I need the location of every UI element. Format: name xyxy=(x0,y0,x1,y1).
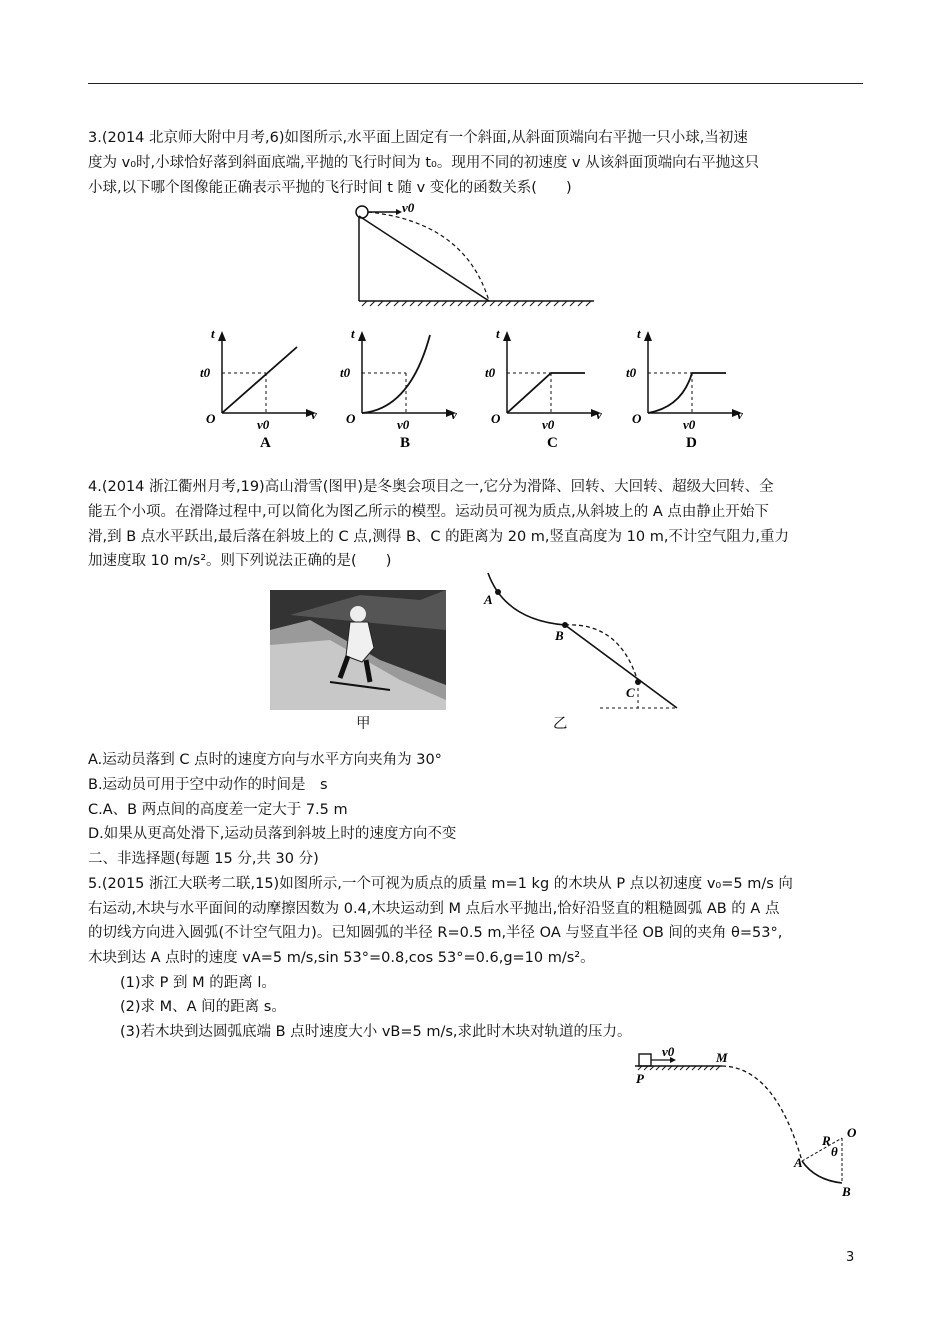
svg-text:D: D xyxy=(686,435,697,451)
q5-line-2: 右运动,木块与水平面间的动摩擦因数为 0.4,木块运动到 M 点后水平抛出,恰好沿竖直的粗糙圆弧 AB 的 A 点 xyxy=(88,901,780,917)
q3-line-2: 度为 v₀时,小球恰好落到斜面底端,平抛的飞行时间为 t₀。现用不同的初速度 v 从该斜面顶端向右平抛这只 xyxy=(88,155,760,171)
q4-line-1: 4.(2014 浙江衢州月考,19)高山滑雪(图甲)是冬奥会项目之一,它分为滑降、回转、大回转、超级大回转、全 xyxy=(88,479,774,495)
graph-c-curve xyxy=(507,373,585,413)
graph-c xyxy=(485,325,620,455)
svg-text:t0: t0 xyxy=(485,365,496,380)
q5-sub-1: (1)求 P 到 M 的距离 l。 xyxy=(120,975,276,991)
q4-option-b: B.运动员可用于空中动作的时间是 s xyxy=(88,777,328,793)
svg-text:O: O xyxy=(491,411,501,426)
q5-sub-3: (3)若木块到达圆弧底端 B 点时速度大小 vB=5 m/s,求此时木块对轨道的压力。 xyxy=(120,1024,632,1040)
trajectory xyxy=(368,212,489,301)
q3-incline-figure xyxy=(350,200,600,310)
q5-figure xyxy=(630,1045,870,1205)
svg-text:B: B xyxy=(842,1184,851,1199)
graph-b xyxy=(340,325,475,455)
q3-line-1: 3.(2014 北京师大附中月考,6)如图所示,水平面上固定有一个斜面,从斜面顶端向右平抛一只小球,当初速 xyxy=(88,130,748,146)
header-rule xyxy=(88,83,863,84)
block xyxy=(639,1054,651,1066)
svg-text:t: t xyxy=(351,326,355,341)
svg-text:v: v xyxy=(737,407,743,422)
ball xyxy=(356,206,368,218)
v0-label: v0 xyxy=(402,200,415,215)
ski-photo xyxy=(270,590,446,710)
slope-line xyxy=(359,216,489,301)
svg-text:B: B xyxy=(400,435,411,451)
svg-text:t: t xyxy=(496,326,500,341)
q5-line-4: 木块到达 A 点时的速度 vA=5 m/s,sin 53°=0.8,cos 53°=0.6,g=10 m/s²。 xyxy=(88,950,595,966)
throw-trajectory xyxy=(722,1066,802,1161)
svg-text:O: O xyxy=(847,1125,857,1140)
svg-text:v0: v0 xyxy=(397,417,410,432)
q5-line-1: 5.(2015 浙江大联考二联,15)如图所示,一个可视为质点的质量 m=1 kg 的木块从 P 点以初速度 v₀=5 m/s 向 xyxy=(88,876,793,892)
q5-sub-2: (2)求 M、A 间的距离 s。 xyxy=(120,999,286,1015)
graph-d-curve xyxy=(648,373,726,413)
svg-text:θ: θ xyxy=(831,1144,838,1159)
svg-text:v: v xyxy=(311,407,317,422)
svg-text:P: P xyxy=(636,1071,644,1086)
svg-text:t: t xyxy=(637,326,641,341)
graph-a xyxy=(200,325,335,455)
svg-text:O: O xyxy=(632,411,642,426)
svg-text:v0: v0 xyxy=(257,417,270,432)
svg-text:C: C xyxy=(626,685,635,700)
svg-text:t0: t0 xyxy=(626,365,637,380)
q4-line-3: 滑,到 B 点水平跃出,最后落在斜坡上的 C 点,测得 B、C 的距离为 20 m,竖直高度为 10 m,不计空气阻力,重力 xyxy=(88,529,790,545)
fig-yi-label: 乙 xyxy=(553,716,568,732)
fig-jia-label: 甲 xyxy=(356,716,371,732)
svg-text:v0: v0 xyxy=(542,417,555,432)
svg-text:C: C xyxy=(547,435,558,451)
svg-text:v: v xyxy=(596,407,602,422)
page-number: 3 xyxy=(846,1250,855,1265)
graph-a-curve xyxy=(222,347,297,413)
arc-ab xyxy=(802,1161,842,1183)
q4-option-a: A.运动员落到 C 点时的速度方向与水平方向夹角为 30° xyxy=(88,752,442,768)
svg-text:t0: t0 xyxy=(200,365,211,380)
svg-text:O: O xyxy=(206,411,216,426)
svg-text:O: O xyxy=(346,411,356,426)
svg-text:A: A xyxy=(260,435,271,451)
section-title: 二、非选择题(每题 15 分,共 30 分) xyxy=(88,851,319,867)
svg-text:M: M xyxy=(716,1050,728,1065)
q4-line-2: 能五个小项。在滑降过程中,可以简化为图乙所示的模型。运动员可视为质点,从斜坡上的 A 点由静止开始下 xyxy=(88,504,769,520)
svg-text:t: t xyxy=(211,326,215,341)
q4-option-c: C.A、B 两点间的高度差一定大于 7.5 m xyxy=(88,802,348,818)
svg-text:v0: v0 xyxy=(662,1044,675,1059)
graph-d xyxy=(626,325,761,455)
q4-option-d: D.如果从更高处滑下,运动员落到斜坡上时的速度方向不变 xyxy=(88,826,457,842)
q3-line-3: 小球,以下哪个图像能正确表示平抛的飞行时间 t 随 v 变化的函数关系( ) xyxy=(88,180,572,196)
q5-line-3: 的切线方向进入圆弧(不计空气阻力)。已知圆弧的半径 R=0.5 m,半径 OA 与竖直半径 OB 间的夹角 θ=53°, xyxy=(88,925,783,941)
slope-curve xyxy=(488,573,677,708)
svg-text:B: B xyxy=(555,628,564,643)
graph-b-curve xyxy=(362,335,430,413)
svg-text:A: A xyxy=(794,1155,803,1170)
svg-text:t0: t0 xyxy=(340,365,351,380)
q4-line-4: 加速度取 10 m/s²。则下列说法正确的是( ) xyxy=(88,553,392,569)
slope-model-figure xyxy=(480,570,690,720)
svg-text:A: A xyxy=(484,592,493,607)
svg-text:v: v xyxy=(451,407,457,422)
svg-text:v0: v0 xyxy=(683,417,696,432)
svg-text:R: R xyxy=(822,1133,831,1148)
